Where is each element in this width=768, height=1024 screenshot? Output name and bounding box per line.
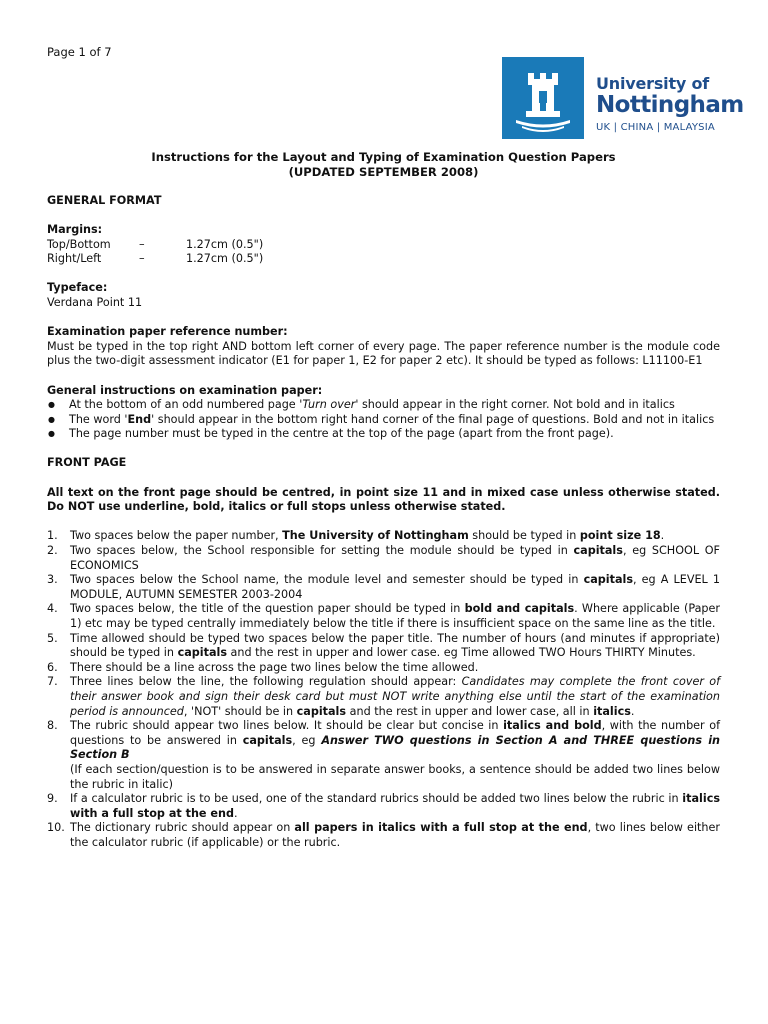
margin-label: Right/Left [47,252,102,266]
list-item: 8. The rubric should appear two lines below. It should be clear but concise in italics and bold, with the number of questions to be answered in capitals, eg Answer TWO questions in Section A and THREE questions in Section B (If each section/question is to be answered in separate answer books, a sentence should be added two lines below the rubric in italic) [47,719,721,791]
list-item: 4. Two spaces below, the title of the question paper should be typed in bold and capitals. Where applicable (Paper 1) etc may be typed centrally immediately below the title if there is insufficient space on the same line as the title. [47,602,721,630]
list-item: ● The page number must be typed in the centre at the top of the page (apart from the front page). [47,427,720,442]
page-number: Page 1 of 7 [47,45,112,59]
margin-dash: – [139,252,145,266]
list-item: 1. Two spaces below the paper number, The University of Nottingham should be typed in point size 18. [47,529,665,543]
list-item: 10. The dictionary rubric should appear on all papers in italics with a full stop at the end, two lines below either the calculator rubric (if applicable) or the rubric. [47,821,721,849]
list-item: 2. Two spaces below, the School responsible for setting the module should be typed in capitals, eg SCHOOL OF ECONOMICS [47,544,720,572]
margin-value: 1.27cm (0.5") [186,252,264,266]
margin-row-top-bottom [47,238,720,253]
list-item: 9. If a calculator rubric is to be used, one of the standard rubrics should be added two lines below the rubric in italics with a full stop at the end. [47,792,720,820]
general-instructions-list [47,398,720,442]
reference-heading: Examination paper reference number: [47,325,288,339]
margin-value: 1.27cm (0.5") [186,237,264,251]
logo-text [596,75,744,135]
logo-line-1: University of [596,74,710,93]
logo-line-2: Nottingham [596,92,744,118]
front-page-heading: FRONT PAGE [47,456,127,470]
margin-label: Top/Bottom [47,237,111,251]
list-item: 6. There should be a line across the page two lines below the time allowed. [47,660,479,674]
list-item: 3. Two spaces below the School name, the module level and semester should be typed in capitals, eg A LEVEL 1 MODULE, AUTUMN SEMESTER 2003-2004 [47,573,720,601]
list-item: ● The word 'End' should appear in the bottom right hand corner of the final page of questions. Bold and not in italics [47,413,720,428]
document-title: Instructions for the Layout and Typing of Examination Question Papers [151,150,616,164]
margin-row-right-left [47,252,720,267]
list-item: ● At the bottom of an odd numbered page 'Turn over' should appear in the right corner. Not bold and in italics [47,398,720,413]
document-subtitle: (UPDATED SEPTEMBER 2008) [288,164,479,179]
logo-line-3: UK | CHINA | MALAYSIA [596,122,715,133]
margin-dash: – [139,237,145,251]
typeface-value: Verdana Point 11 [47,295,143,309]
castle-crest-icon [502,57,584,139]
margins-heading: Margins: [47,222,103,236]
list-item: 5. Time allowed should be typed two spaces below the paper title. The number of hours (and minutes if appropriate) should be typed in capitals and the rest in upper and lower case. eg Time allowed TWO Hours THIRTY Minutes. [47,631,720,660]
general-format-heading: GENERAL FORMAT [47,193,162,207]
university-logo [502,57,744,139]
front-page-list [47,529,720,850]
front-page-intro: All text on the front page should be centred, in point size 11 and in mixed case unless otherwise stated. Do NOT use underline, bold, italics or full stops unless otherwise stated. [47,485,720,514]
document-body [47,150,720,851]
reference-text: Must be typed in the top right AND bottom left corner of every page. The paper reference number is the module code plus the two-digit assessment indicator (E1 for paper 1, E2 for paper 2 etc). It should be typed as follows: L11100-E1 [47,339,720,368]
list-item: 7. Three lines below the line, the following regulation should appear: Candidates may complete the front cover of their answer book and sign their desk card but must NOT write anything else until the start of the examination period is announced, 'NOT' should be in capitals and the rest in upper and lower case, all in italics. [47,675,721,718]
general-instructions-heading: General instructions on examination paper: [47,383,323,397]
typeface-heading: Typeface: [47,281,108,295]
